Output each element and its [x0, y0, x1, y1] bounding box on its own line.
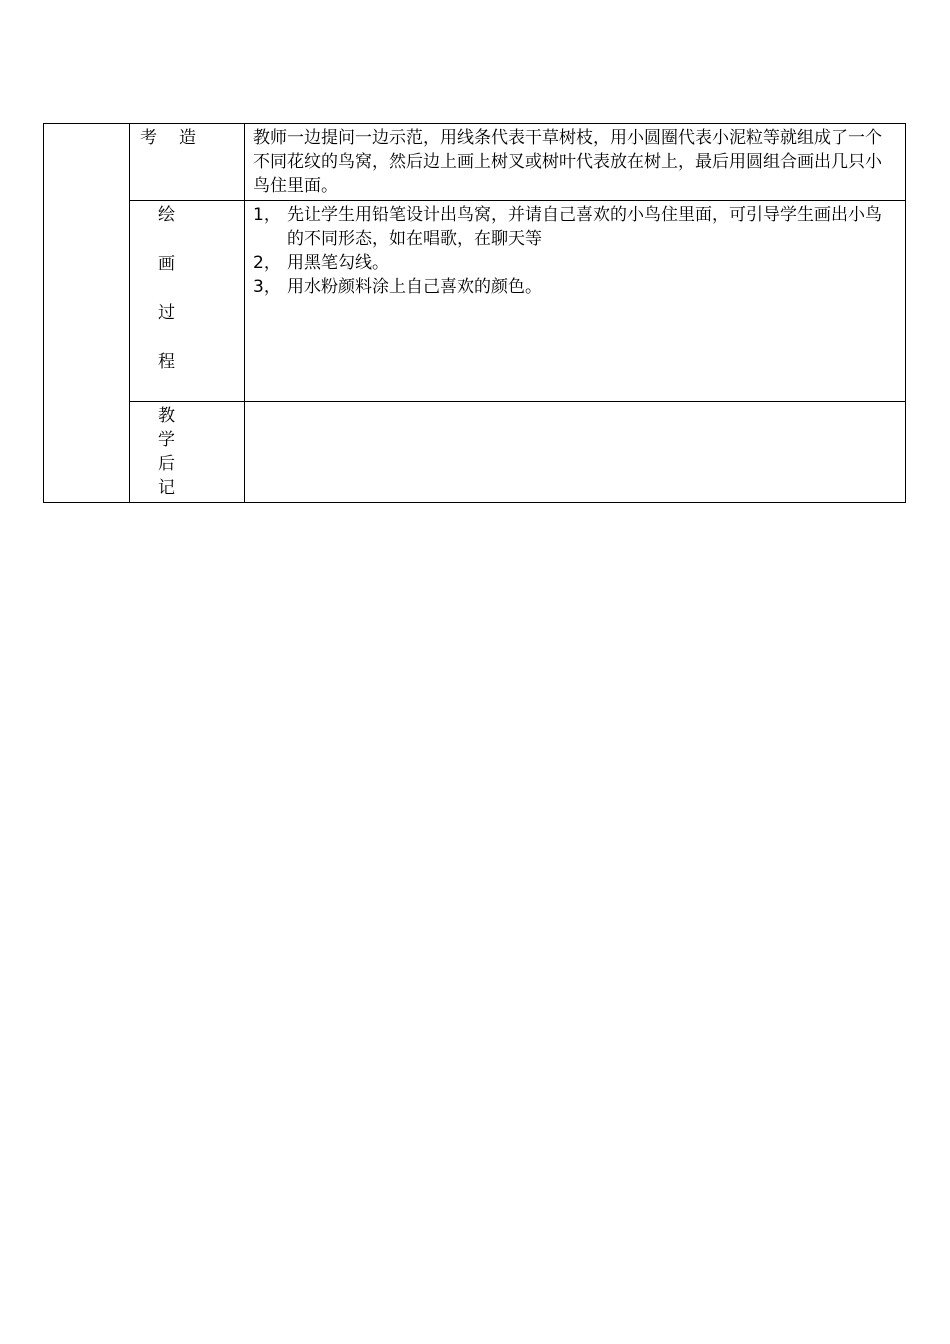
- process-step: [253, 251, 897, 275]
- row-label-char: 教: [158, 406, 175, 426]
- blank-side-cell: [44, 124, 130, 503]
- teaching-notes-content-cell: [245, 402, 906, 503]
- process-step: [253, 275, 897, 299]
- lesson-plan-table: [43, 123, 906, 503]
- row-label-demonstration: [130, 124, 245, 201]
- step-text: 先让学生用铅笔设计出鸟窝，并请自己喜欢的小鸟住里面，可引导学生画出小鸟的不同形态，如在唱歌，在聊天等: [287, 205, 882, 249]
- table-row-teaching-notes: [44, 402, 906, 503]
- row-label-char: 考: [140, 128, 157, 148]
- drawing-process-content-cell: [245, 201, 906, 402]
- step-text: 用黑笔勾线。: [287, 253, 389, 273]
- row-label-drawing-process: [130, 201, 245, 402]
- row-label-char: 绘: [158, 205, 175, 225]
- process-step: [253, 203, 897, 251]
- demonstration-content-cell: [245, 124, 906, 201]
- row-label-char: 过: [158, 303, 175, 323]
- row-label-char: 程: [158, 352, 175, 372]
- row-label-char: 造: [179, 128, 196, 148]
- demonstration-text: 教师一边提问一边示范，用线条代表干草树枝，用小圆圈代表小泥粒等就组成了一个不同花纹的鸟窝，然后边上画上树叉或树叶代表放在树上，最后用圆组合画出几只小鸟住里面。: [253, 128, 882, 196]
- table-row-demonstration: [44, 124, 906, 201]
- row-label-char: 学: [158, 430, 175, 450]
- table-row-drawing-process: [44, 201, 906, 402]
- step-number: 3，: [253, 277, 281, 297]
- step-number: 1，: [253, 205, 281, 225]
- step-number: 2，: [253, 253, 281, 273]
- row-label-teaching-notes: [130, 402, 245, 503]
- row-label-char: 后: [158, 454, 175, 474]
- step-text: 用水粉颜料涂上自己喜欢的颜色。: [287, 277, 542, 297]
- row-label-char: 记: [158, 478, 175, 498]
- row-label-char: 画: [158, 254, 175, 274]
